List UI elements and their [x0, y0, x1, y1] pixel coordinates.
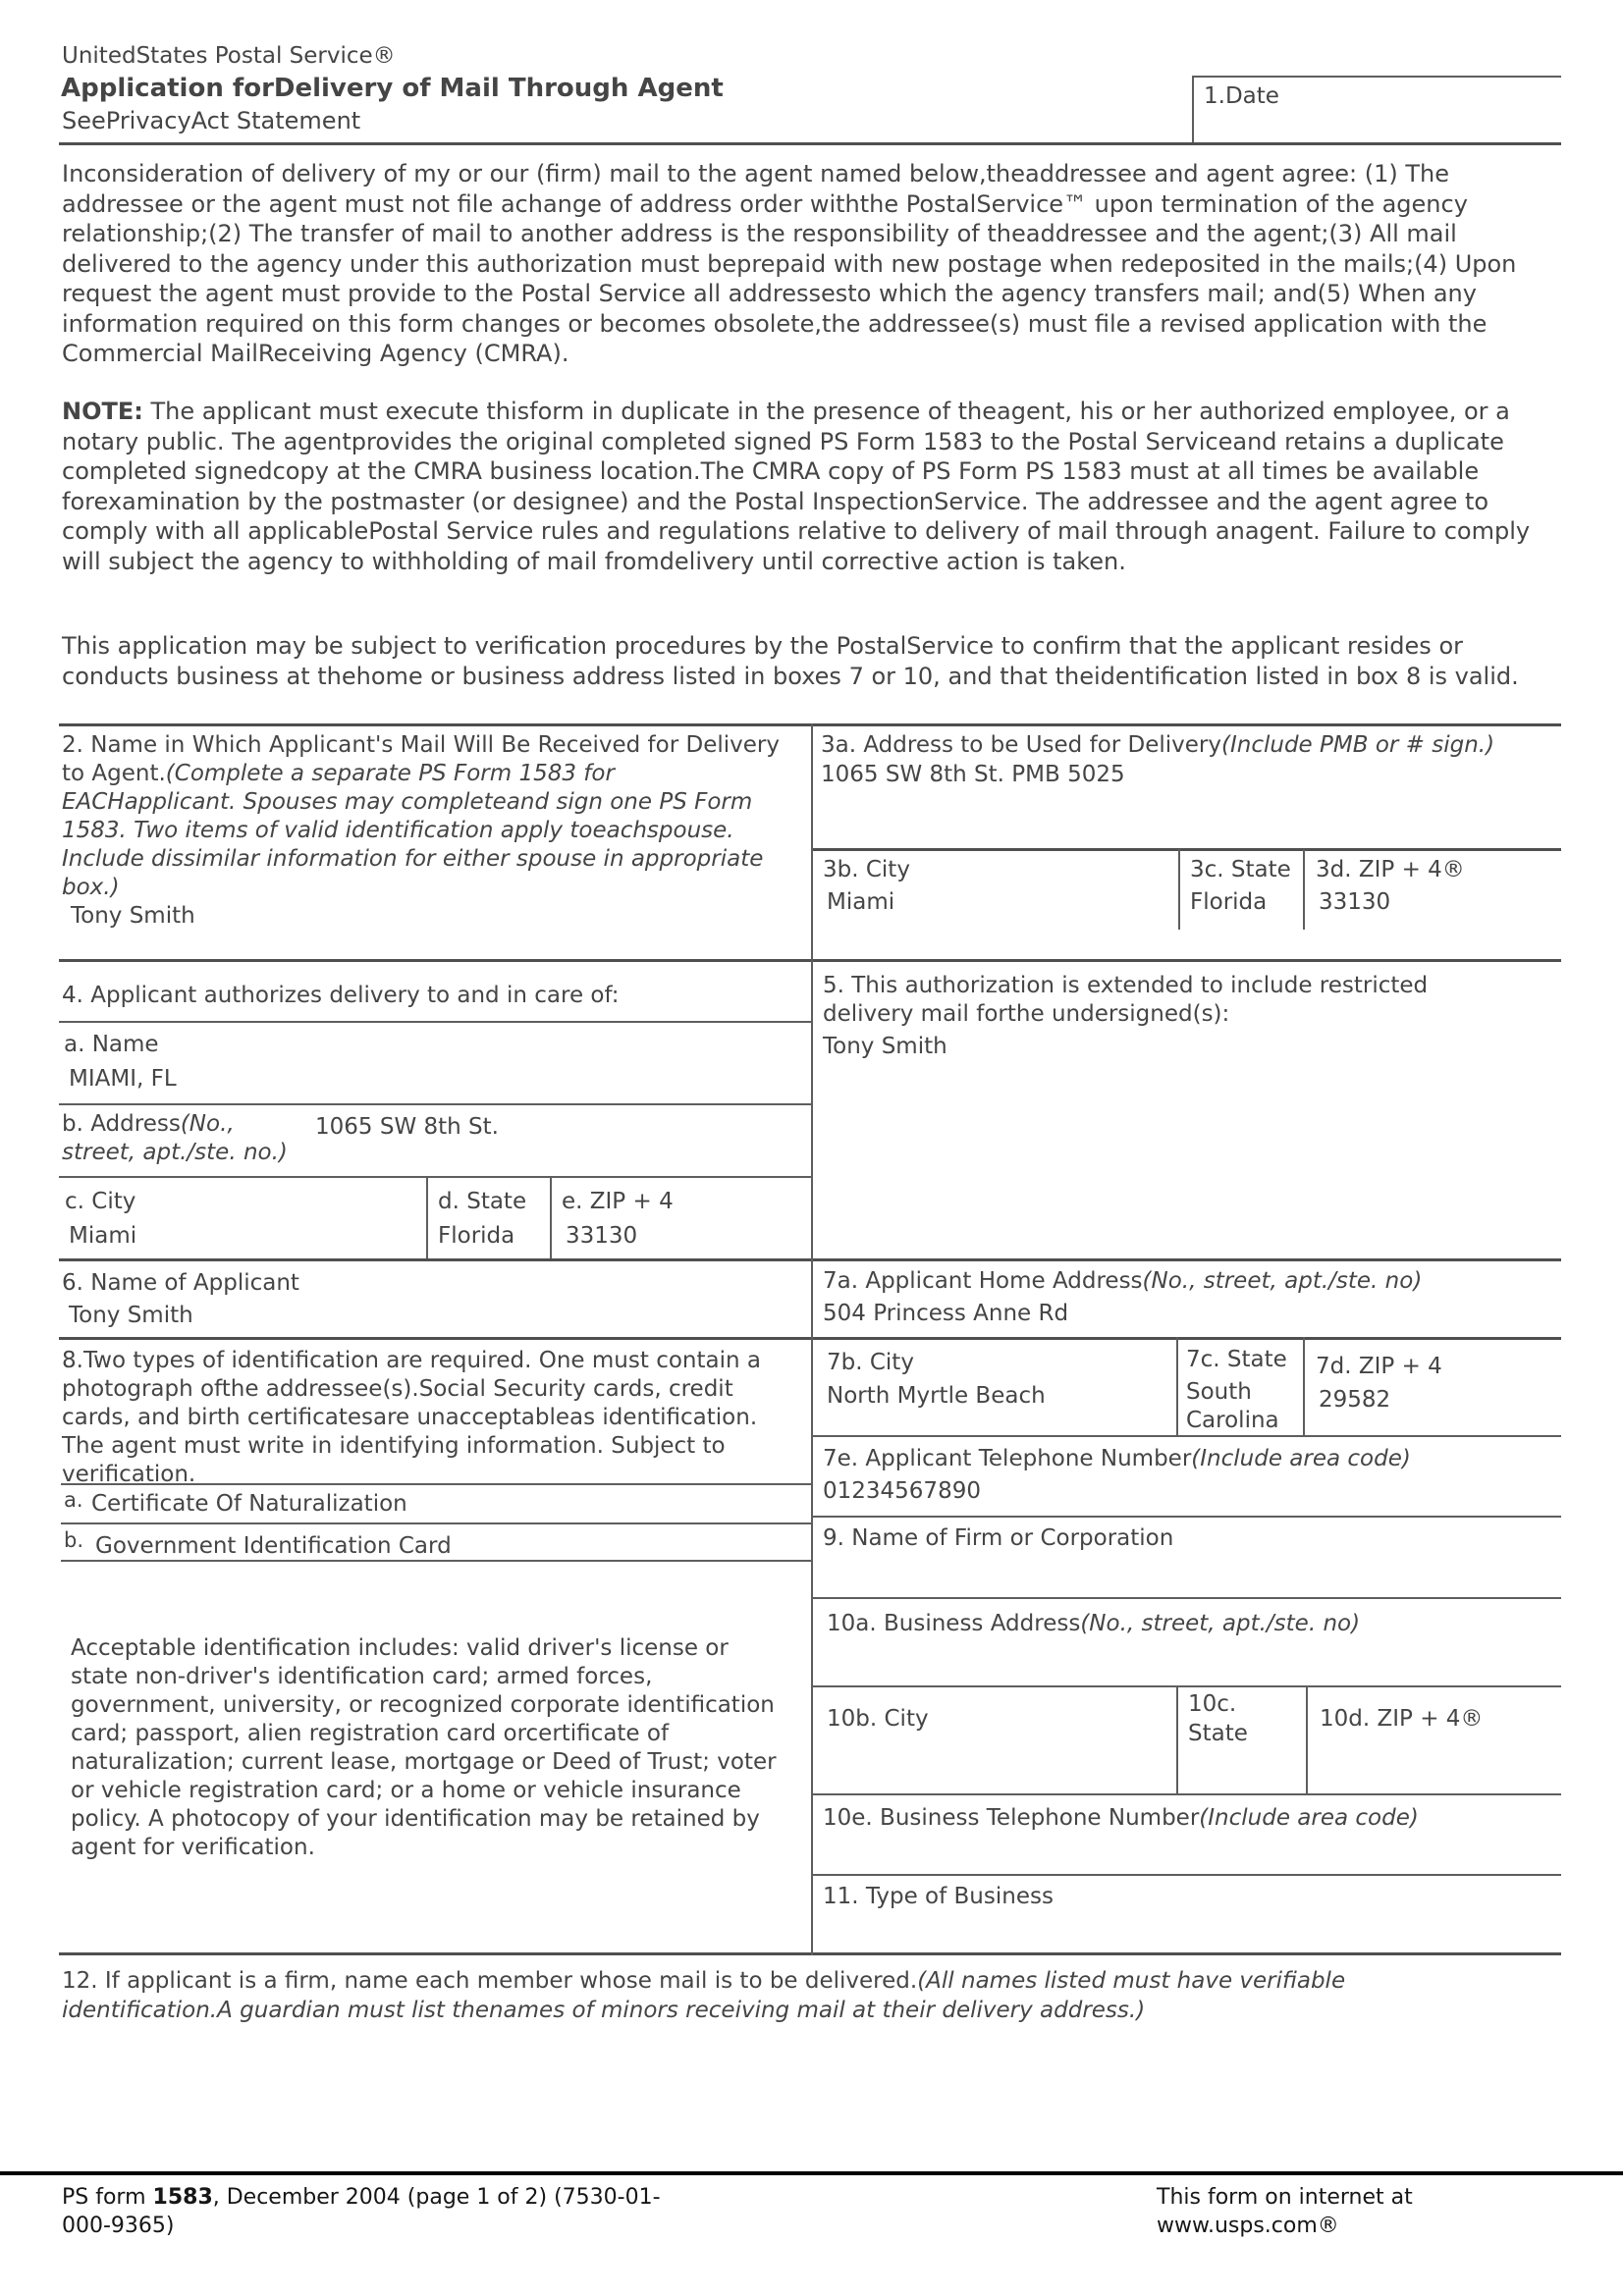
- box3a-bottom-border: [813, 848, 1561, 851]
- date-field-value: [1217, 110, 1542, 139]
- date-field-label: 1.Date: [1204, 83, 1279, 109]
- box10c-label-line2: State: [1188, 1721, 1248, 1746]
- box9-row-bottom-border: [813, 1597, 1561, 1599]
- box4a-value: MIAMI, FL: [69, 1066, 177, 1092]
- row3-row4-divider: [59, 1337, 1561, 1340]
- date-box-top-border: [1192, 76, 1561, 78]
- box5-label: 5. This authorization is extended to include restricted delivery mail forthe undersigned(s):: [823, 973, 1435, 1027]
- verification-paragraph: This application may be subject to verification procedures by the PostalService to confirm that the applicant resides or conducts business at thehome or business address listed in boxes 7 or 10, and that theidentification listed in box 8 is valid.: [62, 632, 1519, 690]
- box10d-label: 10d. ZIP + 4®: [1320, 1706, 1484, 1732]
- box3c-label: 3c. State: [1190, 857, 1291, 882]
- box9-value: [823, 1557, 1510, 1592]
- box7c-7d-divider: [1303, 1337, 1305, 1435]
- box3d-value: 33130: [1319, 889, 1391, 915]
- note-text: The applicant must execute thisform in duplicate in the presence of theagent, his or her authorized employee, or a notary public. The agentprovides the original completed signed PS Form 1583 to the Postal Serviceand retains a duplicate completed signedcopy at the CMRA business location.The CMRA copy of PS Form PS 1583 must at all times be available forexamination by the postmaster (or designee) and the Postal InspectionService. The addressee and the agent agree to comply with all applicablePostal Service rules and regulations relative to delivery of mail through anagent. Failure to comply will subject the agency to withholding of mail fromdelivery until corrective action is taken.: [62, 398, 1538, 575]
- box7e-row-bottom-border: [813, 1516, 1561, 1518]
- box4c-value: Miami: [69, 1223, 137, 1249]
- box7a-value: 504 Princess Anne Rd: [823, 1301, 1069, 1326]
- table-bottom-border: [59, 1952, 1561, 1955]
- date-box-left-border: [1192, 76, 1194, 144]
- row1-row2-divider: [59, 959, 1561, 962]
- box4b-value: 1065 SW 8th St.: [315, 1114, 499, 1140]
- acceptable-identification-paragraph: Acceptable identification includes: valid driver's license or state non-driver's identification card; armed forces, government, university, or recognized corporate identification card; passport, alien registration card orcertificate of naturalization; current lease, mortgage or Deed of Trust; voter or vehicle registration card; or a home or vehicle insurance policy. A photocopy of your identification may be retained by agent for verification.: [71, 1635, 784, 1860]
- row2-row3-divider: [59, 1258, 1561, 1261]
- box4e-label: e. ZIP + 4: [562, 1189, 674, 1214]
- footer-form-number: 1583: [152, 2185, 213, 2210]
- box7b-7c-divider: [1176, 1337, 1178, 1435]
- box8-label: 8.Two types of identification are required. One must contain a photograph ofthe addressee(s).Social Security cards, credit cards, and birth certificatesare unacceptableas identification. The agent must write in identifying information. Subject to verification.: [62, 1348, 769, 1487]
- agreement-paragraph: Inconsideration of delivery of my or our (firm) mail to the agent named below,theaddressee and agent agree: (1) The addressee or the agent must not file achange of address order withthe PostalService™ upon termination of the agency relationship;(2) The transfer of mail to another address is the responsibility of theaddressee and the agent;(3) All mail delivered to the agency under this authorization must beprepaid with new postage when redeposited in the mails;(4) Upon request the agent must provide to the Postal Service all addressesto which the agency transfers mail; and(5) When any information required on this form changes or becomes obsolete,the addressee(s) must file a revised application with the Commercial MailReceiving Agency (CMRA).: [62, 160, 1525, 367]
- box10c-10d-divider: [1306, 1685, 1308, 1793]
- box4b-label: b. Address(No., street, apt./ste. no.): [62, 1111, 288, 1165]
- box7a-label-italic: (No., street, apt./ste. no): [1142, 1268, 1423, 1294]
- box10a-label-italic: (No., street, apt./ste. no): [1080, 1611, 1361, 1636]
- box8a-value: Certificate Of Naturalization: [91, 1491, 407, 1517]
- box3a-value: 1065 SW 8th St. PMB 5025: [821, 762, 1125, 787]
- footer-rule: [0, 2171, 1623, 2175]
- header-divider: [59, 142, 1561, 145]
- box4-header-bottom-border: [59, 1021, 811, 1023]
- box7b-value: North Myrtle Beach: [827, 1383, 1046, 1409]
- box3a-label: 3a. Address to be Used for Delivery(Include PMB or # sign.): [821, 732, 1495, 758]
- box10b-row-bottom-border: [813, 1793, 1561, 1795]
- box10e-label-italic: (Include area code): [1199, 1805, 1419, 1831]
- box10e-row-bottom-border: [813, 1874, 1561, 1876]
- box7a-label: 7a. Applicant Home Address(No., street, apt./ste. no): [823, 1268, 1423, 1294]
- box3a-label-italic: (Include PMB or # sign.): [1221, 732, 1495, 758]
- box6-label: 6. Name of Applicant: [62, 1270, 299, 1296]
- box4d-label: d. State: [438, 1189, 527, 1214]
- box3b-label: 3b. City: [823, 857, 910, 882]
- box3c-3d-divider: [1303, 849, 1305, 930]
- box7e-label-italic: (Include area code): [1191, 1446, 1411, 1471]
- box2-value: Tony Smith: [71, 903, 195, 929]
- box7e-label: 7e. Applicant Telephone Number(Include area code): [823, 1446, 1411, 1471]
- box4-label: 4. Applicant authorizes delivery to and in care of:: [62, 983, 620, 1008]
- box12-label-italic: (All names listed must have verifiable identification.A guardian must list thenames of minors receiving mail at their delivery address.): [62, 1968, 1353, 2023]
- footer-usps-url: www.usps.com®: [1157, 2214, 1339, 2238]
- table-top-border: [59, 723, 1561, 726]
- box3b-value: Miami: [827, 889, 895, 915]
- box2-label: 2. Name in Which Applicant's Mail Will Be Received for Delivery to Agent.(Complete a separate PS Form 1583 for EACHapplicant. Spouses may completeand sign one PS Form 1583. Two items of valid identification apply toeachspouse. Include dissimilar information for either spouse in appropriate box.): [62, 732, 787, 900]
- center-column-divider: [811, 723, 813, 1955]
- footer-internet-note: This form on internet at www.usps.com®: [1157, 2185, 1413, 2238]
- box3c-value: Florida: [1190, 889, 1268, 915]
- box3d-label: 3d. ZIP + 4®: [1316, 857, 1465, 882]
- box4c-label: c. City: [65, 1189, 136, 1214]
- box4d-4e-divider: [550, 1176, 552, 1258]
- box7d-value: 29582: [1319, 1387, 1391, 1413]
- box7e-value: 01234567890: [823, 1478, 981, 1504]
- box4d-value: Florida: [438, 1223, 515, 1249]
- box7b-row-bottom-border: [813, 1435, 1561, 1437]
- note-paragraph: [62, 397, 1538, 576]
- note-label: NOTE:: [62, 398, 143, 425]
- box10a-row-bottom-border: [813, 1685, 1561, 1687]
- privacy-act-subtitle: SeePrivacyAct Statement: [62, 107, 361, 134]
- box10a-label: 10a. Business Address(No., street, apt./ste. no): [827, 1611, 1361, 1636]
- box7b-label: 7b. City: [827, 1350, 914, 1375]
- box2-label-italic: (Complete a separate PS Form 1583 for EACHapplicant. Spouses may completeand sign one PS Form 1583. Two items of valid identification apply toeachspouse. Include dissimilar information for either spouse in appropriate box.): [62, 761, 771, 900]
- box6-value: Tony Smith: [69, 1303, 193, 1328]
- box11-label: 11. Type of Business: [823, 1884, 1054, 1909]
- usps-agency-line: UnitedStates Postal Service®: [62, 43, 396, 69]
- box8a-bottom-border: [61, 1522, 811, 1524]
- footer-form-id-line2: 000-9365): [62, 2214, 175, 2238]
- form-title: Application forDelivery of Mail Through Agent: [61, 74, 724, 103]
- box8b-value: Government Identification Card: [95, 1533, 452, 1559]
- box10b-10c-divider: [1176, 1685, 1178, 1793]
- box3b-3c-divider: [1178, 849, 1180, 930]
- footer-form-id: PS form 1583, December 2004 (page 1 of 2) (7530-01- 000-9365): [62, 2185, 661, 2238]
- box10c-label-line1: 10c.: [1188, 1691, 1237, 1717]
- box7d-label: 7d. ZIP + 4: [1316, 1354, 1442, 1379]
- box5-value: Tony Smith: [823, 1034, 947, 1059]
- box8b-label: b.: [64, 1528, 84, 1552]
- box4e-value: 33130: [566, 1223, 638, 1249]
- box12-label: 12. If applicant is a firm, name each member whose mail is to be delivered.(All names listed must have verifiable identification.A guardian must list thenames of minors receiving mail at their delivery address.): [62, 1968, 1353, 2023]
- box10e-label: 10e. Business Telephone Number(Include area code): [823, 1805, 1419, 1831]
- box4a-label: a. Name: [64, 1032, 159, 1057]
- box4b-bottom-border: [59, 1176, 811, 1178]
- box4b-label-italic: (No., street, apt./ste. no.): [62, 1111, 288, 1165]
- box7c-label: 7c. State: [1186, 1347, 1287, 1372]
- box4a-bottom-border: [59, 1103, 811, 1105]
- box9-label: 9. Name of Firm or Corporation: [823, 1525, 1174, 1551]
- box10a-value: [827, 1644, 1514, 1680]
- box8a-label: a.: [64, 1488, 83, 1512]
- box10b-label: 10b. City: [827, 1706, 929, 1732]
- box7c-value: South Carolina: [1186, 1379, 1279, 1433]
- box4c-4d-divider: [426, 1176, 428, 1258]
